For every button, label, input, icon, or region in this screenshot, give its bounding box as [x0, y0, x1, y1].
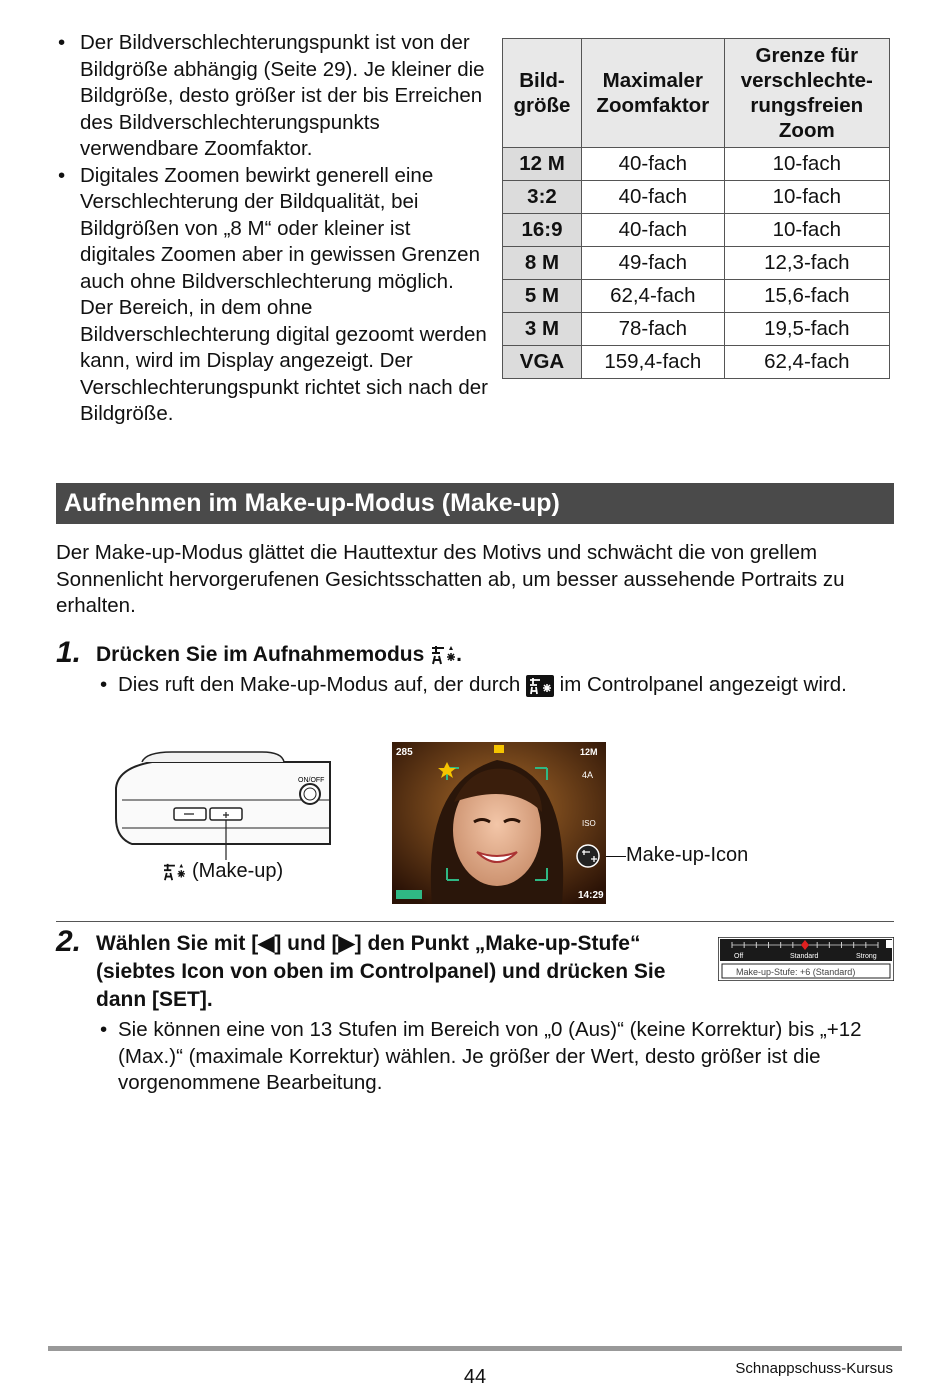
- table-row: [503, 148, 890, 181]
- table-row: [503, 214, 890, 247]
- bullet-list: [58, 30, 488, 428]
- table-header: Bild- größe: [503, 39, 582, 148]
- table-cell: 40-fach: [582, 214, 725, 247]
- table-cell: 12,3-fach: [724, 247, 889, 280]
- table-cell: 8 M: [503, 247, 582, 280]
- table-cell: 3 M: [503, 313, 582, 346]
- lcd-time: 14:29: [578, 890, 604, 901]
- section-title: Aufnehmen im Make-up-Modus (Make-up): [56, 483, 894, 524]
- step-subtext: • Sie können eine von 13 Stufen im Bereich von „0 (Aus)“ (keine Korrektur) bis „+12 (Max.)“ (maximale Korrektur) wählen. Je größer der Wert, desto größer ist die vorgenommene Bearbeitung.: [96, 1017, 918, 1097]
- step-number: 2.: [56, 925, 82, 958]
- intro-paragraph: Der Make-up-Modus glättet die Hauttextur des Motivs und schwächt die von grellem Sonnenlicht hervorgerufenen Gesichtsschatten ab, um besser aussehende Portraits zu erhalten.: [56, 541, 845, 617]
- table-cell: 159,4-fach: [582, 346, 725, 379]
- caption-text: (Make-up): [192, 860, 284, 882]
- lcd-iso: ISO: [582, 819, 596, 828]
- table-cell: 49-fach: [582, 247, 725, 280]
- makeup-panel-icon: [526, 675, 554, 697]
- table-cell: VGA: [503, 346, 582, 379]
- footer-label: Schnappschuss-Kursus: [735, 1360, 893, 1377]
- table-header: Maximaler Zoomfaktor: [582, 39, 725, 148]
- table-row: [503, 313, 890, 346]
- table-row: [503, 346, 890, 379]
- step-number: 1.: [56, 636, 82, 669]
- table-cell: 10-fach: [724, 181, 889, 214]
- sub-text: Dies ruft den Make-up-Modus auf, der durch: [118, 673, 521, 696]
- slider-strong: Strong: [856, 953, 877, 960]
- table-cell: 19,5-fach: [724, 313, 889, 346]
- bullet-item: • Digitales Zoomen bewirkt generell eine Verschlechterung der Bildqualität, bei Bildgrößen von „8 M“ oder kleiner ist digitales Zoomen aber in gewissen Grenzen auch ohne Bildverschlechterung möglich. Der Bereich, in dem ohne Bildverschlechterung digital gezoomt werden kann, wird im Display angezeigt. Der Verschlechterungspunkt richtet sich nach der Bildgröße.: [58, 163, 488, 428]
- table-header: Grenze für verschlechte- rungsfreien Zoom: [724, 39, 889, 148]
- sub-text: im Controlpanel angezeigt wird.: [559, 673, 847, 696]
- makeup-icon: [162, 862, 186, 882]
- table-cell: 62,4-fach: [582, 280, 725, 313]
- makeup-icon: [430, 644, 456, 666]
- table-cell: 3:2: [503, 181, 582, 214]
- table-cell: 15,6-fach: [724, 280, 889, 313]
- onoff-label: ON/OFF: [298, 777, 325, 784]
- lcd-screen-photo: [392, 742, 606, 904]
- table-cell: 16:9: [503, 214, 582, 247]
- leader-line: [606, 856, 626, 857]
- camera-caption: [162, 860, 283, 883]
- makeup-lcd-icon: [577, 845, 599, 867]
- slider-standard: Standard: [790, 953, 819, 960]
- table-cell: 5 M: [503, 280, 582, 313]
- camera-illustration: [112, 748, 332, 860]
- makeup-icon-label: Make-up-Icon: [626, 844, 749, 866]
- step-title: [96, 641, 462, 669]
- table-cell: 40-fach: [582, 181, 725, 214]
- table-cell: 10-fach: [724, 148, 889, 181]
- slider-caption: Make-up-Stufe: +6 (Standard): [736, 967, 856, 977]
- table-cell: 12 M: [503, 148, 582, 181]
- lcd-shots: 285: [396, 747, 413, 758]
- table-cell: 78-fach: [582, 313, 725, 346]
- lcd-size: 12M: [580, 747, 598, 757]
- step-title: Wählen Sie mit [◀] und [▶] den Punkt „Make-up-Stufe“ (siebtes Icon von oben im Controlpanel) und drücken Sie dann [SET].: [96, 932, 666, 1011]
- table-cell: 62,4-fach: [724, 346, 889, 379]
- page-number: 44: [463, 1366, 487, 1388]
- step-title-text: Drücken Sie im Aufnahmemodus: [96, 643, 425, 666]
- step-subtext: [96, 672, 908, 699]
- divider: [56, 921, 894, 922]
- table-row: [503, 247, 890, 280]
- zoom-table: [502, 38, 890, 379]
- table-cell: 10-fach: [724, 214, 889, 247]
- table-row: [503, 181, 890, 214]
- footer-rule: [48, 1346, 902, 1351]
- table-row: [503, 280, 890, 313]
- slider-off: Off: [734, 953, 744, 960]
- bullet-item: • Der Bildverschlechterungspunkt ist von der Bildgröße abhängig (Seite 29). Je kleiner die Bildgröße, desto größer ist der bis Erreichen des Bildverschlechterungspunkts verwendbare Zoomfaktor.: [58, 30, 488, 163]
- step-title-text: .: [456, 643, 462, 666]
- makeup-level-slider: [718, 937, 894, 981]
- table-cell: 40-fach: [582, 148, 725, 181]
- lcd-flash: 4A: [582, 770, 594, 780]
